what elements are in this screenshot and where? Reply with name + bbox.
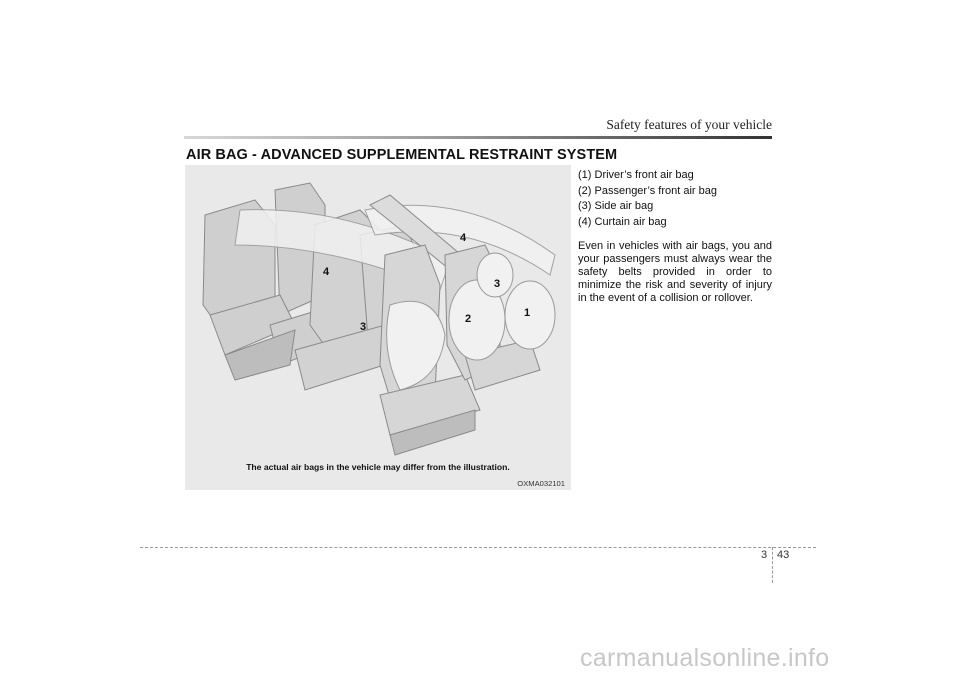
- footer-divider: [772, 547, 773, 583]
- watermark-text: carmanualsonline.info: [580, 644, 830, 672]
- running-header-title: Safety features of your vehicle: [606, 117, 772, 132]
- figure-caption: The actual air bags in the vehicle may differ from the illustration.: [246, 462, 510, 472]
- callout-driver-front: 1: [524, 307, 531, 319]
- callout-side-left: 3: [360, 321, 367, 333]
- airbag-illustration-drawing: [185, 165, 571, 490]
- callout-passenger-front: 2: [465, 313, 472, 325]
- callout-side-right: 3: [494, 278, 501, 290]
- page-number: 43: [777, 549, 790, 561]
- callout-curtain-left: 4: [323, 266, 330, 278]
- legend-item-passenger: (2) Passenger’s front air bag: [578, 184, 717, 197]
- figure-code: OXMA032101: [517, 479, 565, 488]
- footer-rule: [140, 547, 816, 548]
- airbag-legend: [578, 168, 717, 230]
- section-title: AIR BAG - ADVANCED SUPPLEMENTAL RESTRAINT SYSTEM: [186, 147, 618, 163]
- callout-curtain-right: 4: [460, 232, 467, 244]
- header-rule: [184, 136, 772, 139]
- airbag-illustration: [185, 165, 571, 490]
- legend-item-side: (3) Side air bag: [578, 200, 654, 212]
- legend-item-driver: (1) Driver’s front air bag: [578, 169, 694, 181]
- safety-belt-paragraph: Even in vehicles with air bags, you and your passengers must always wear the safety belts provided in order to minimize the risk and severity of injury in the event of a collision or rollover.: [578, 240, 772, 304]
- chapter-number: 3: [761, 549, 768, 561]
- legend-item-curtain: (4) Curtain air bag: [578, 215, 667, 228]
